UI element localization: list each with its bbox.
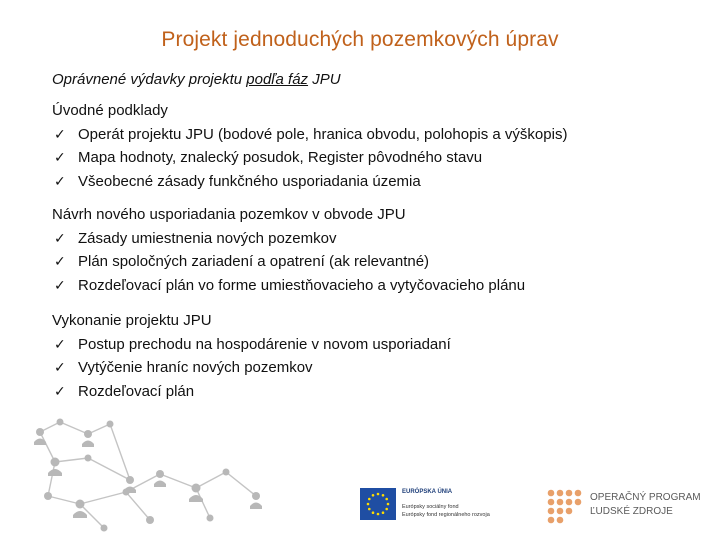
eu-logo-line1: Európsky sociálny fond: [402, 504, 459, 510]
op-dots-icon: [546, 488, 582, 524]
op-logo-line2: ĽUDSKÉ ZDROJE: [590, 506, 673, 517]
people-network-decoration-icon: [0, 400, 360, 540]
section-heading: Vykonanie projektu JPU: [52, 312, 212, 329]
section-intro-materials: [52, 99, 567, 193]
list-item: ✓ Postup prechodu na hospodárenie v novom usporiadaní: [52, 333, 451, 357]
subtitle-underlined: podľa fáz: [246, 71, 309, 88]
checkmark-icon: ✓: [54, 359, 66, 375]
section-new-arrangement: [52, 203, 525, 297]
list-item: ✓ Rozdeľovací plán: [52, 380, 451, 404]
checkmark-icon: ✓: [54, 149, 66, 165]
checkmark-icon: ✓: [54, 229, 66, 246]
subtitle: [52, 71, 341, 88]
eu-logo-title: EURÓPSKA ÚNIA: [402, 489, 453, 495]
checkmark-icon: ✓: [54, 253, 66, 269]
section-heading: Návrh nového usporiadania pozemkov v obvode JPU: [52, 206, 406, 223]
checkmark-icon: ✓: [54, 172, 66, 189]
checkmark-icon: ✓: [54, 276, 66, 293]
op-logo-line1: OPERAČNÝ PROGRAM: [590, 492, 701, 503]
page-title: Projekt jednoduchých pozemkových úprav: [161, 28, 559, 51]
section-project-execution: [52, 309, 451, 403]
list-item: ✓ Operát projektu JPU (bodové pole, hranica obvodu, polohopis a výškopis): [52, 123, 567, 147]
eu-logo: [360, 488, 510, 524]
checkmark-icon: ✓: [54, 335, 66, 352]
subtitle-suffix: JPU: [308, 71, 341, 88]
list-item: ✓ Vytýčenie hraníc nových pozemkov: [52, 356, 451, 380]
checkmark-icon: ✓: [54, 382, 66, 399]
list-item: ✓ Mapa hodnoty, znalecký posudok, Register pôvodného stavu: [52, 146, 567, 170]
list-item: ✓ Plán spoločných zariadení a opatrení (ak relevantné): [52, 250, 525, 274]
checkmark-icon: ✓: [54, 125, 66, 142]
eu-logo-line2: Európsky fond regionálneho rozvoja: [402, 512, 490, 518]
op-ludske-zdroje-logo: [546, 488, 716, 528]
list-item: ✓ Rozdeľovací plán vo forme umiestňovacieho a vytyčovacieho plánu: [52, 274, 525, 298]
list-item: ✓ Zásady umiestnenia nových pozemkov: [52, 227, 525, 251]
eu-flag-icon: [360, 488, 396, 520]
section-heading: Úvodné podklady: [52, 102, 168, 119]
subtitle-prefix: Oprávnené výdavky projektu: [52, 71, 247, 88]
list-item: ✓ Všeobecné zásady funkčného usporiadania územia: [52, 170, 567, 194]
